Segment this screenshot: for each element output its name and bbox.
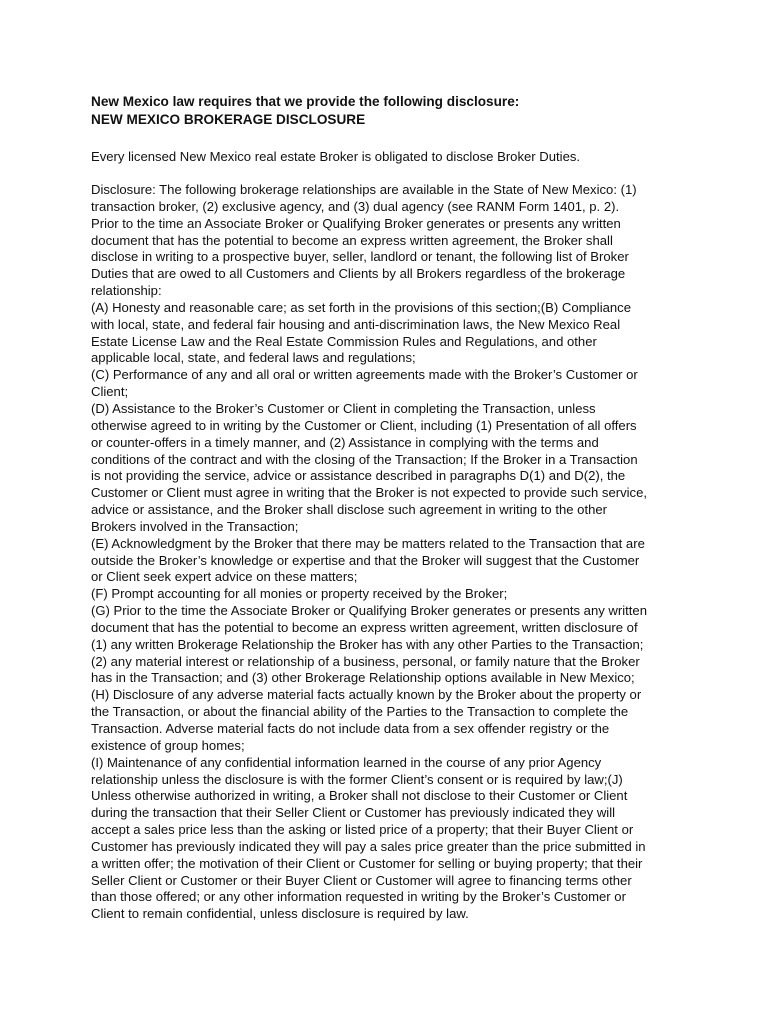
body-line: Unless otherwise authorized in writing, a Broker shall not disclose to their Customer or Client bbox=[91, 788, 628, 804]
disclosure-document bbox=[91, 93, 691, 923]
duty-g-line: (G) Prior to the time the Associate Broker or Qualifying Broker generates or presents any written bbox=[91, 603, 647, 619]
duty-a-line: (A) Honesty and reasonable care; as set forth in the provisions of this section;(B) Compliance bbox=[91, 299, 632, 315]
body-line: advice or assistance, and the Broker shall disclose such agreement in writing to the other bbox=[91, 502, 608, 518]
body-line: Seller Client or Customer or their Buyer Client or Customer will agree to financing terms other bbox=[91, 872, 632, 888]
body-line: than those offered; or any other information requested in writing by the Broker’s Customer or bbox=[91, 889, 626, 905]
intro-paragraph: Every licensed New Mexico real estate Broker is obligated to disclose Broker Duties. bbox=[91, 149, 581, 164]
body-line: has in the Transaction; and (3) other Brokerage Relationship options available in New Mexico; bbox=[91, 670, 635, 686]
body-line: accept a sales price less than the asking or listed price of a property; that their Buyer Client or bbox=[91, 822, 634, 838]
body-line: transaction broker, (2) exclusive agency, and (3) dual agency (see RANM Form 1401, p. 2). bbox=[91, 198, 620, 214]
body-line: otherwise agreed to in writing by the Customer or Client, including (1) Presentation of all offers bbox=[91, 417, 637, 433]
disclosure-body bbox=[91, 182, 691, 923]
body-line: existence of group homes; bbox=[91, 737, 245, 753]
body-line: (1) any written Brokerage Relationship the Broker has with any other Parties to the Transaction; bbox=[91, 636, 644, 652]
body-line: is not providing the service, advice or assistance described in paragraphs D(1) and D(2), the bbox=[91, 468, 626, 484]
body-line: Estate License Law and the Real Estate Commission Rules and Regulations, and other bbox=[91, 333, 597, 349]
body-line: with local, state, and federal fair housing and anti-discrimination laws, the New Mexico Real bbox=[91, 316, 621, 332]
body-line: disclose in writing to a prospective buyer, seller, landlord or tenant, the following list of Broker bbox=[91, 249, 629, 265]
body-line: Duties that are owed to all Customers and Clients by all Brokers regardless of the brokerage bbox=[91, 266, 626, 282]
body-line: Customer has previously indicated they will pay a sales price greater than the price submitted in bbox=[91, 838, 646, 854]
duty-f-line: (F) Prompt accounting for all monies or property received by the Broker; bbox=[91, 586, 508, 602]
duty-i-line: (I) Maintenance of any confidential information learned in the course of any prior Agency bbox=[91, 754, 602, 770]
duty-h-line: (H) Disclosure of any adverse material facts actually known by the Broker about the property or bbox=[91, 687, 642, 703]
document-heading-law: New Mexico law requires that we provide the following disclosure: bbox=[91, 94, 520, 109]
body-line: the Transaction, or about the financial ability of the Parties to the Transaction to complete the bbox=[91, 704, 629, 720]
body-line: relationship unless the disclosure is with the former Client’s consent or is required by law;(J) bbox=[91, 771, 623, 787]
body-line: or Client seek expert advice on these matters; bbox=[91, 569, 358, 585]
body-line: document that has the potential to become an express written agreement, written disclosure of bbox=[91, 619, 638, 635]
document-title: NEW MEXICO BROKERAGE DISCLOSURE bbox=[91, 112, 366, 127]
body-line: during the transaction that their Seller Client or Customer has previously indicated they will bbox=[91, 805, 616, 821]
duty-e-line: (E) Acknowledgment by the Broker that there may be matters related to the Transaction that are bbox=[91, 535, 645, 551]
body-line: Disclosure: The following brokerage relationships are available in the State of New Mexico: (1) bbox=[91, 182, 637, 197]
body-line: outside the Broker’s knowledge or expertise and that the Broker will suggest that the Customer bbox=[91, 552, 640, 568]
body-line: applicable local, state, and federal laws and regulations; bbox=[91, 350, 416, 366]
body-line: Customer or Client must agree in writing that the Broker is not expected to provide such service, bbox=[91, 485, 648, 501]
body-line: Client; bbox=[91, 384, 129, 400]
body-line: Prior to the time an Associate Broker or Qualifying Broker generates or presents any written bbox=[91, 215, 621, 231]
body-line: conditions of the contract and with the closing of the Transaction; If the Broker in a Transaction bbox=[91, 451, 638, 467]
duty-c-line: (C) Performance of any and all oral or written agreements made with the Broker’s Customer or bbox=[91, 367, 638, 383]
body-line: or counter-offers in a timely manner, and (2) Assistance in complying with the terms and bbox=[91, 434, 599, 450]
body-line: relationship: bbox=[91, 283, 162, 299]
body-line: Client to remain confidential, unless disclosure is required by law. bbox=[91, 906, 469, 922]
body-line: Transaction. Adverse material facts do not include data from a sex offender registry or the bbox=[91, 721, 610, 736]
body-line: (2) any material interest or relationship of a business, personal, or family nature that the Broker bbox=[91, 653, 640, 669]
duty-d-line: (D) Assistance to the Broker’s Customer or Client in completing the Transaction, unless bbox=[91, 400, 596, 416]
body-line: document that has the potential to become an express written agreement, the Broker shall bbox=[91, 232, 613, 248]
body-line: a written offer; the motivation of their Client or Customer for selling or buying property; that their bbox=[91, 855, 643, 871]
body-line: Brokers involved in the Transaction; bbox=[91, 518, 299, 534]
